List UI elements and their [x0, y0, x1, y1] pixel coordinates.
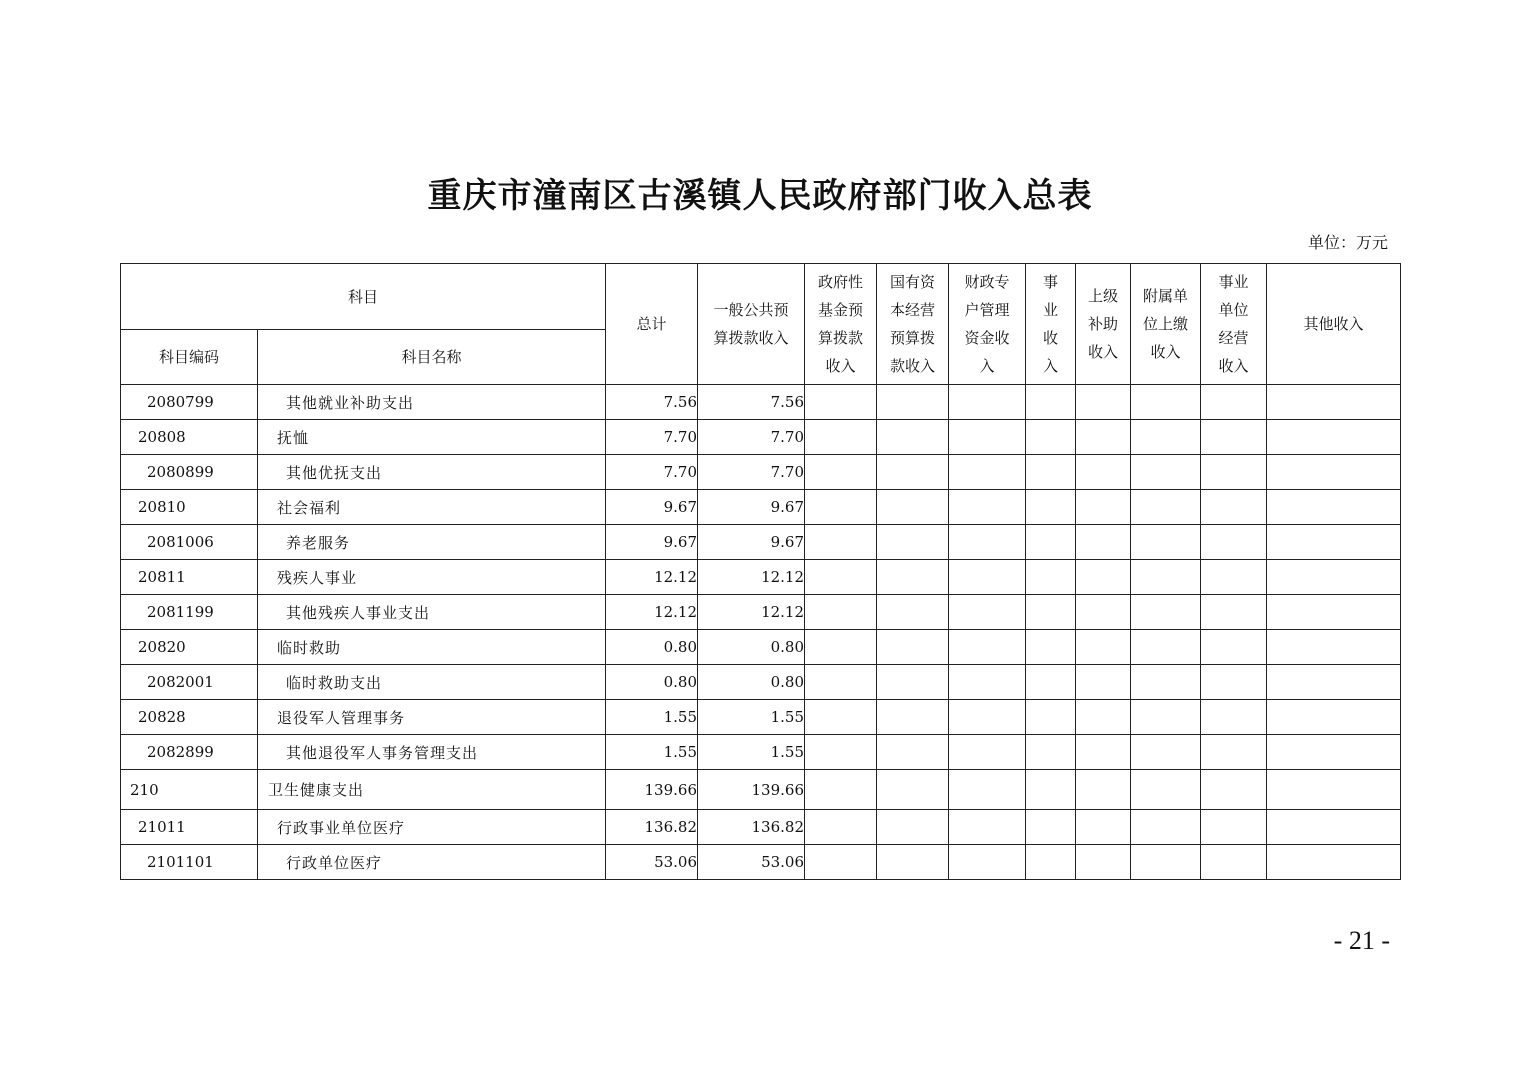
empty-cell: [877, 420, 949, 455]
total-value: 0.80: [606, 665, 698, 700]
empty-cell: [1026, 845, 1076, 880]
empty-cell: [1131, 420, 1201, 455]
empty-cell: [1076, 630, 1131, 665]
empty-cell: [1131, 455, 1201, 490]
empty-cell: [1026, 810, 1076, 845]
subject-name: 行政事业单位医疗: [258, 810, 606, 845]
empty-cell: [1076, 490, 1131, 525]
table-row: [121, 595, 1401, 630]
empty-cell: [877, 490, 949, 525]
general-budget-value: 0.80: [698, 630, 805, 665]
header-general-budget: [698, 264, 805, 385]
empty-cell: [1131, 560, 1201, 595]
total-value: 12.12: [606, 560, 698, 595]
subject-name: 卫生健康支出: [258, 770, 606, 810]
subject-name: 临时救助支出: [258, 665, 606, 700]
empty-cell: [1026, 630, 1076, 665]
page-number: - 21 -: [1333, 926, 1390, 955]
empty-cell: [1201, 595, 1267, 630]
subject-name: 养老服务: [258, 525, 606, 560]
header-superior-subsidy: [1076, 264, 1131, 385]
empty-cell: [1201, 420, 1267, 455]
total-value: 136.82: [606, 810, 698, 845]
empty-cell: [1026, 700, 1076, 735]
table-row: [121, 455, 1401, 490]
empty-cell: [1076, 595, 1131, 630]
empty-cell: [949, 455, 1026, 490]
header-other-income: 其他收入: [1267, 264, 1401, 385]
total-value: 7.70: [606, 420, 698, 455]
subject-code: 2082001: [121, 665, 258, 700]
empty-cell: [1076, 770, 1131, 810]
empty-cell: [805, 735, 877, 770]
header-subject: 科目: [121, 264, 606, 330]
subject-code: 20820: [121, 630, 258, 665]
table-row: [121, 810, 1401, 845]
empty-cell: [949, 385, 1026, 420]
table-row: [121, 845, 1401, 880]
header-subject-name: 科目名称: [258, 330, 606, 385]
table-row: [121, 525, 1401, 560]
general-budget-value: 7.70: [698, 420, 805, 455]
empty-cell: [1131, 385, 1201, 420]
empty-cell: [1026, 420, 1076, 455]
total-value: 1.55: [606, 700, 698, 735]
empty-cell: [1267, 770, 1401, 810]
general-budget-value: 9.67: [698, 525, 805, 560]
document-title: 重庆市潼南区古溪镇人民政府部门收入总表: [427, 176, 1093, 216]
empty-cell: [1026, 560, 1076, 595]
total-value: 9.67: [606, 525, 698, 560]
empty-cell: [1267, 560, 1401, 595]
header-business-income-text: 事业收入: [1043, 273, 1059, 375]
empty-cell: [1201, 700, 1267, 735]
empty-cell: [1201, 810, 1267, 845]
subject-name: 其他残疾人事业支出: [258, 595, 606, 630]
empty-cell: [877, 455, 949, 490]
table-row: [121, 700, 1401, 735]
header-fiscal-account: [949, 264, 1026, 385]
empty-cell: [1076, 455, 1131, 490]
empty-cell: [1201, 770, 1267, 810]
header-row-top: [121, 264, 1401, 330]
empty-cell: [805, 560, 877, 595]
empty-cell: [877, 665, 949, 700]
empty-cell: [1076, 845, 1131, 880]
header-fiscal-account-text: 财政专户管理资金收入: [964, 273, 1010, 375]
empty-cell: [805, 700, 877, 735]
subject-code: 20808: [121, 420, 258, 455]
total-value: 9.67: [606, 490, 698, 525]
table-row: [121, 560, 1401, 595]
empty-cell: [1267, 525, 1401, 560]
general-budget-value: 12.12: [698, 560, 805, 595]
header-subject-code: 科目编码: [121, 330, 258, 385]
empty-cell: [1131, 735, 1201, 770]
subject-code: 2082899: [121, 735, 258, 770]
empty-cell: [805, 845, 877, 880]
subject-name: 其他退役军人事务管理支出: [258, 735, 606, 770]
empty-cell: [1201, 385, 1267, 420]
empty-cell: [805, 810, 877, 845]
header-affiliated-unit: [1131, 264, 1201, 385]
empty-cell: [1076, 665, 1131, 700]
subject-name: 抚恤: [258, 420, 606, 455]
empty-cell: [877, 595, 949, 630]
empty-cell: [877, 735, 949, 770]
empty-cell: [949, 525, 1026, 560]
empty-cell: [1131, 665, 1201, 700]
empty-cell: [877, 845, 949, 880]
header-business-income: [1026, 264, 1076, 385]
header-superior-subsidy-text: 上级补助收入: [1088, 287, 1119, 361]
empty-cell: [1076, 735, 1131, 770]
empty-cell: [805, 420, 877, 455]
empty-cell: [1267, 665, 1401, 700]
empty-cell: [1026, 385, 1076, 420]
empty-cell: [949, 560, 1026, 595]
empty-cell: [949, 490, 1026, 525]
general-budget-value: 1.55: [698, 700, 805, 735]
table-row: [121, 420, 1401, 455]
general-budget-value: 0.80: [698, 665, 805, 700]
empty-cell: [949, 420, 1026, 455]
empty-cell: [949, 770, 1026, 810]
empty-cell: [949, 735, 1026, 770]
empty-cell: [1131, 845, 1201, 880]
empty-cell: [1201, 490, 1267, 525]
empty-cell: [877, 385, 949, 420]
empty-cell: [805, 595, 877, 630]
subject-code: 21011: [121, 810, 258, 845]
empty-cell: [1131, 630, 1201, 665]
empty-cell: [1026, 595, 1076, 630]
total-value: 139.66: [606, 770, 698, 810]
empty-cell: [1026, 770, 1076, 810]
empty-cell: [805, 490, 877, 525]
table-row: [121, 630, 1401, 665]
header-business-operation-text: 事业单位经营收入: [1218, 273, 1249, 375]
subject-code: 2080899: [121, 455, 258, 490]
empty-cell: [1201, 735, 1267, 770]
table-row: [121, 385, 1401, 420]
total-value: 1.55: [606, 735, 698, 770]
subject-code: 210: [121, 770, 258, 810]
empty-cell: [949, 700, 1026, 735]
empty-cell: [1267, 700, 1401, 735]
subject-code: 2101101: [121, 845, 258, 880]
table-row: [121, 490, 1401, 525]
empty-cell: [1201, 845, 1267, 880]
empty-cell: [1201, 525, 1267, 560]
table-row: [121, 665, 1401, 700]
empty-cell: [1267, 595, 1401, 630]
table-row: [121, 735, 1401, 770]
empty-cell: [1026, 665, 1076, 700]
header-total: 总计: [606, 264, 698, 385]
empty-cell: [877, 525, 949, 560]
header-gov-fund-text: 政府性基金预算拨款收入: [818, 273, 864, 375]
empty-cell: [877, 810, 949, 845]
empty-cell: [949, 630, 1026, 665]
empty-cell: [805, 630, 877, 665]
general-budget-value: 7.56: [698, 385, 805, 420]
subject-name: 残疾人事业: [258, 560, 606, 595]
empty-cell: [1076, 810, 1131, 845]
total-value: 7.70: [606, 455, 698, 490]
empty-cell: [1267, 630, 1401, 665]
subject-name: 行政单位医疗: [258, 845, 606, 880]
empty-cell: [1131, 525, 1201, 560]
empty-cell: [1201, 665, 1267, 700]
empty-cell: [805, 455, 877, 490]
empty-cell: [1076, 700, 1131, 735]
empty-cell: [1267, 455, 1401, 490]
empty-cell: [1076, 560, 1131, 595]
general-budget-value: 1.55: [698, 735, 805, 770]
unit-label: 单位：万元: [1307, 233, 1388, 252]
empty-cell: [1267, 735, 1401, 770]
empty-cell: [1267, 810, 1401, 845]
empty-cell: [949, 845, 1026, 880]
empty-cell: [1267, 385, 1401, 420]
empty-cell: [1076, 385, 1131, 420]
general-budget-value: 136.82: [698, 810, 805, 845]
empty-cell: [1026, 735, 1076, 770]
total-value: 0.80: [606, 630, 698, 665]
empty-cell: [1076, 420, 1131, 455]
empty-cell: [805, 385, 877, 420]
empty-cell: [1131, 595, 1201, 630]
general-budget-value: 7.70: [698, 455, 805, 490]
header-state-capital: [877, 264, 949, 385]
header-general-budget-text: 一般公共预算拨款收入: [713, 301, 789, 347]
total-value: 7.56: [606, 385, 698, 420]
empty-cell: [805, 665, 877, 700]
header-state-capital-text: 国有资本经营预算拨款收入: [890, 273, 936, 375]
subject-code: 2081199: [121, 595, 258, 630]
empty-cell: [1131, 700, 1201, 735]
empty-cell: [949, 595, 1026, 630]
subject-code: 2080799: [121, 385, 258, 420]
empty-cell: [949, 665, 1026, 700]
empty-cell: [1201, 455, 1267, 490]
total-value: 53.06: [606, 845, 698, 880]
general-budget-value: 12.12: [698, 595, 805, 630]
subject-name: 退役军人管理事务: [258, 700, 606, 735]
empty-cell: [877, 700, 949, 735]
general-budget-value: 53.06: [698, 845, 805, 880]
income-summary-table: [120, 263, 1401, 880]
header-affiliated-unit-text: 附属单位上缴收入: [1143, 287, 1189, 361]
header-gov-fund: [805, 264, 877, 385]
empty-cell: [1131, 490, 1201, 525]
table-row: [121, 770, 1401, 810]
empty-cell: [949, 810, 1026, 845]
subject-name: 临时救助: [258, 630, 606, 665]
general-budget-value: 9.67: [698, 490, 805, 525]
empty-cell: [877, 560, 949, 595]
empty-cell: [1201, 560, 1267, 595]
subject-code: 20810: [121, 490, 258, 525]
general-budget-value: 139.66: [698, 770, 805, 810]
empty-cell: [1076, 525, 1131, 560]
empty-cell: [1267, 490, 1401, 525]
subject-code: 2081006: [121, 525, 258, 560]
empty-cell: [805, 770, 877, 810]
empty-cell: [805, 525, 877, 560]
subject-name: 社会福利: [258, 490, 606, 525]
empty-cell: [1267, 420, 1401, 455]
empty-cell: [877, 770, 949, 810]
empty-cell: [1131, 810, 1201, 845]
empty-cell: [1026, 525, 1076, 560]
empty-cell: [877, 630, 949, 665]
empty-cell: [1267, 845, 1401, 880]
empty-cell: [1201, 630, 1267, 665]
subject-code: 20811: [121, 560, 258, 595]
empty-cell: [1026, 490, 1076, 525]
subject-name: 其他就业补助支出: [258, 385, 606, 420]
subject-name: 其他优抚支出: [258, 455, 606, 490]
total-value: 12.12: [606, 595, 698, 630]
header-business-operation: [1201, 264, 1267, 385]
empty-cell: [1026, 455, 1076, 490]
empty-cell: [1131, 770, 1201, 810]
subject-code: 20828: [121, 700, 258, 735]
